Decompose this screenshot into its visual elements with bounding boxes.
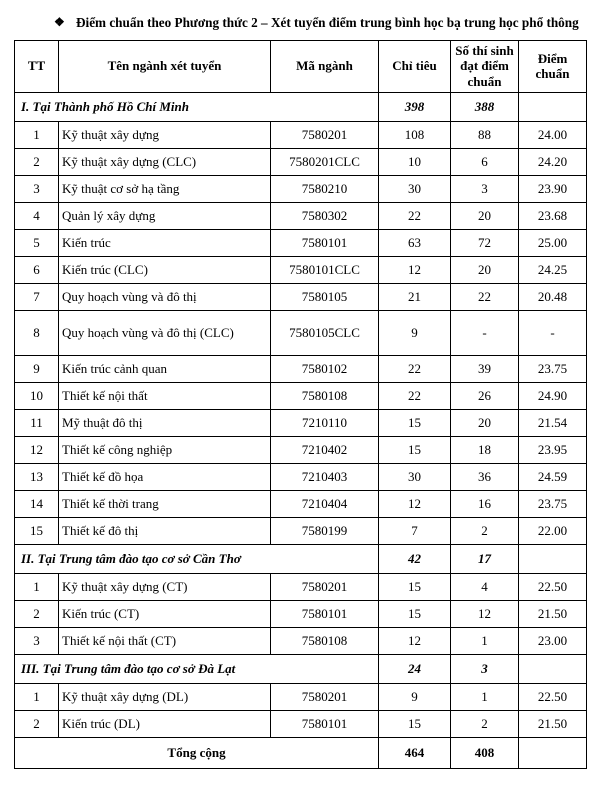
column-header-major-name: Tên ngành xét tuyển (59, 40, 271, 92)
cell-benchmark-score: 23.68 (519, 202, 587, 229)
cell-benchmark-score: 22.50 (519, 573, 587, 600)
section-heading (14, 14, 586, 32)
cell-quota: 10 (379, 148, 451, 175)
admission-scores-table (14, 40, 587, 769)
section-title: III. Tại Trung tâm đào tạo cơ sở Đà Lạt (15, 654, 379, 683)
cell-passed-count: 3 (451, 175, 519, 202)
cell-passed-count: 1 (451, 627, 519, 654)
cell-tt: 13 (15, 463, 59, 490)
section-passed-count: 3 (451, 654, 519, 683)
section-benchmark-score (519, 544, 587, 573)
table-body (15, 92, 587, 768)
table-row (15, 436, 587, 463)
table-row (15, 121, 587, 148)
cell-quota: 12 (379, 490, 451, 517)
cell-benchmark-score: 24.90 (519, 382, 587, 409)
cell-quota: 15 (379, 710, 451, 737)
cell-tt: 11 (15, 409, 59, 436)
section-passed-count: 388 (451, 92, 519, 121)
cell-benchmark-score: 23.00 (519, 627, 587, 654)
cell-major-code: 7580201 (271, 683, 379, 710)
cell-major-name: Kiến trúc (DL) (59, 710, 271, 737)
cell-tt: 7 (15, 283, 59, 310)
table-row (15, 148, 587, 175)
cell-tt: 3 (15, 175, 59, 202)
cell-passed-count: 26 (451, 382, 519, 409)
cell-major-name: Thiết kế nội thất (59, 382, 271, 409)
cell-benchmark-score: 25.00 (519, 229, 587, 256)
cell-quota: 12 (379, 627, 451, 654)
section-quota: 398 (379, 92, 451, 121)
cell-benchmark-score: 22.00 (519, 517, 587, 544)
cell-major-name: Quản lý xây dựng (59, 202, 271, 229)
cell-passed-count: 36 (451, 463, 519, 490)
table-row (15, 517, 587, 544)
total-benchmark-score (519, 737, 587, 768)
cell-benchmark-score: 21.54 (519, 409, 587, 436)
column-header-passed-count: Số thí sinh đạt điểm chuẩn (451, 40, 519, 92)
cell-tt: 2 (15, 600, 59, 627)
cell-quota: 22 (379, 382, 451, 409)
cell-benchmark-score: 23.75 (519, 355, 587, 382)
cell-quota: 9 (379, 683, 451, 710)
cell-major-name: Kỹ thuật xây dựng (59, 121, 271, 148)
cell-quota: 15 (379, 436, 451, 463)
column-header-benchmark-score: Điểm chuẩn (519, 40, 587, 92)
cell-major-name: Mỹ thuật đô thị (59, 409, 271, 436)
cell-quota: 108 (379, 121, 451, 148)
cell-major-code: 7580108 (271, 627, 379, 654)
table-row (15, 409, 587, 436)
section-title: I. Tại Thành phố Hồ Chí Minh (15, 92, 379, 121)
cell-major-name: Thiết kế nội thất (CT) (59, 627, 271, 654)
cell-quota: 30 (379, 175, 451, 202)
cell-major-code: 7580102 (271, 355, 379, 382)
cell-benchmark-score: 24.00 (519, 121, 587, 148)
cell-benchmark-score: 23.75 (519, 490, 587, 517)
cell-benchmark-score: 21.50 (519, 710, 587, 737)
cell-tt: 3 (15, 627, 59, 654)
table-row (15, 310, 587, 355)
table-section-row (15, 544, 587, 573)
table-row (15, 355, 587, 382)
cell-major-code: 7580201 (271, 573, 379, 600)
cell-benchmark-score: 23.90 (519, 175, 587, 202)
table-row (15, 600, 587, 627)
cell-passed-count: 72 (451, 229, 519, 256)
cell-benchmark-score: 24.59 (519, 463, 587, 490)
bullet-icon: ❖ (54, 15, 65, 29)
section-title: II. Tại Trung tâm đào tạo cơ sở Cần Thơ (15, 544, 379, 573)
cell-major-name: Quy hoạch vùng và đô thị (59, 283, 271, 310)
cell-major-name: Quy hoạch vùng và đô thị (CLC) (59, 310, 271, 355)
table-row (15, 202, 587, 229)
table-row (15, 283, 587, 310)
cell-major-code: 7580105 (271, 283, 379, 310)
cell-tt: 2 (15, 148, 59, 175)
table-total-row (15, 737, 587, 768)
cell-passed-count: - (451, 310, 519, 355)
cell-major-code: 7210110 (271, 409, 379, 436)
cell-tt: 1 (15, 683, 59, 710)
table-section-row (15, 654, 587, 683)
cell-major-name: Thiết kế thời trang (59, 490, 271, 517)
cell-major-code: 7580201CLC (271, 148, 379, 175)
cell-passed-count: 6 (451, 148, 519, 175)
cell-quota: 30 (379, 463, 451, 490)
cell-passed-count: 2 (451, 710, 519, 737)
cell-quota: 22 (379, 355, 451, 382)
total-label: Tổng cộng (15, 737, 379, 768)
cell-major-name: Kiến trúc cảnh quan (59, 355, 271, 382)
cell-major-name: Kỹ thuật xây dựng (DL) (59, 683, 271, 710)
cell-benchmark-score: 24.25 (519, 256, 587, 283)
table-row (15, 683, 587, 710)
cell-major-code: 7580108 (271, 382, 379, 409)
cell-benchmark-score: - (519, 310, 587, 355)
cell-quota: 63 (379, 229, 451, 256)
cell-passed-count: 88 (451, 121, 519, 148)
cell-passed-count: 39 (451, 355, 519, 382)
column-header-quota: Chỉ tiêu (379, 40, 451, 92)
cell-major-name: Thiết kế công nghiệp (59, 436, 271, 463)
total-quota: 464 (379, 737, 451, 768)
column-header-major-code: Mã ngành (271, 40, 379, 92)
cell-tt: 10 (15, 382, 59, 409)
cell-major-code: 7580101 (271, 710, 379, 737)
cell-major-name: Kỹ thuật xây dựng (CT) (59, 573, 271, 600)
cell-passed-count: 1 (451, 683, 519, 710)
table-row (15, 573, 587, 600)
cell-tt: 6 (15, 256, 59, 283)
cell-passed-count: 20 (451, 256, 519, 283)
table-row (15, 490, 587, 517)
cell-quota: 15 (379, 409, 451, 436)
cell-tt: 2 (15, 710, 59, 737)
table-row (15, 463, 587, 490)
cell-major-code: 7580302 (271, 202, 379, 229)
cell-quota: 15 (379, 600, 451, 627)
cell-tt: 1 (15, 121, 59, 148)
cell-quota: 12 (379, 256, 451, 283)
cell-major-name: Kỹ thuật cơ sở hạ tầng (59, 175, 271, 202)
cell-major-code: 7580105CLC (271, 310, 379, 355)
section-passed-count: 17 (451, 544, 519, 573)
cell-tt: 12 (15, 436, 59, 463)
table-section-row (15, 92, 587, 121)
cell-benchmark-score: 20.48 (519, 283, 587, 310)
table-row (15, 382, 587, 409)
cell-benchmark-score: 24.20 (519, 148, 587, 175)
cell-major-code: 7580101 (271, 600, 379, 627)
cell-major-code: 7580101CLC (271, 256, 379, 283)
cell-major-code: 7580201 (271, 121, 379, 148)
section-benchmark-score (519, 92, 587, 121)
cell-quota: 21 (379, 283, 451, 310)
section-quota: 24 (379, 654, 451, 683)
cell-major-code: 7210404 (271, 490, 379, 517)
cell-major-name: Thiết kế đô thị (59, 517, 271, 544)
cell-major-name: Kỹ thuật xây dựng (CLC) (59, 148, 271, 175)
cell-major-name: Kiến trúc (CT) (59, 600, 271, 627)
cell-benchmark-score: 21.50 (519, 600, 587, 627)
table-row (15, 710, 587, 737)
cell-quota: 7 (379, 517, 451, 544)
cell-major-code: 7580199 (271, 517, 379, 544)
cell-quota: 22 (379, 202, 451, 229)
section-quota: 42 (379, 544, 451, 573)
table-row (15, 256, 587, 283)
section-heading-text: Điểm chuẩn theo Phương thức 2 – Xét tuyển điểm trung bình học bạ trung học phổ thông (76, 15, 579, 30)
cell-major-name: Kiến trúc (CLC) (59, 256, 271, 283)
cell-quota: 15 (379, 573, 451, 600)
cell-passed-count: 20 (451, 202, 519, 229)
cell-major-code: 7580210 (271, 175, 379, 202)
cell-passed-count: 12 (451, 600, 519, 627)
column-header-tt: TT (15, 40, 59, 92)
cell-major-name: Thiết kế đồ họa (59, 463, 271, 490)
table-header-row (15, 40, 587, 92)
table-row (15, 229, 587, 256)
cell-benchmark-score: 23.95 (519, 436, 587, 463)
cell-tt: 1 (15, 573, 59, 600)
cell-passed-count: 20 (451, 409, 519, 436)
cell-passed-count: 4 (451, 573, 519, 600)
cell-tt: 4 (15, 202, 59, 229)
table-row (15, 175, 587, 202)
table-row (15, 627, 587, 654)
table-header (15, 40, 587, 92)
cell-passed-count: 22 (451, 283, 519, 310)
cell-quota: 9 (379, 310, 451, 355)
section-benchmark-score (519, 654, 587, 683)
cell-tt: 5 (15, 229, 59, 256)
cell-major-code: 7210402 (271, 436, 379, 463)
cell-passed-count: 18 (451, 436, 519, 463)
cell-tt: 9 (15, 355, 59, 382)
cell-major-code: 7580101 (271, 229, 379, 256)
cell-passed-count: 2 (451, 517, 519, 544)
cell-major-code: 7210403 (271, 463, 379, 490)
cell-major-name: Kiến trúc (59, 229, 271, 256)
cell-tt: 15 (15, 517, 59, 544)
cell-passed-count: 16 (451, 490, 519, 517)
total-passed-count: 408 (451, 737, 519, 768)
cell-benchmark-score: 22.50 (519, 683, 587, 710)
cell-tt: 14 (15, 490, 59, 517)
cell-tt: 8 (15, 310, 59, 355)
